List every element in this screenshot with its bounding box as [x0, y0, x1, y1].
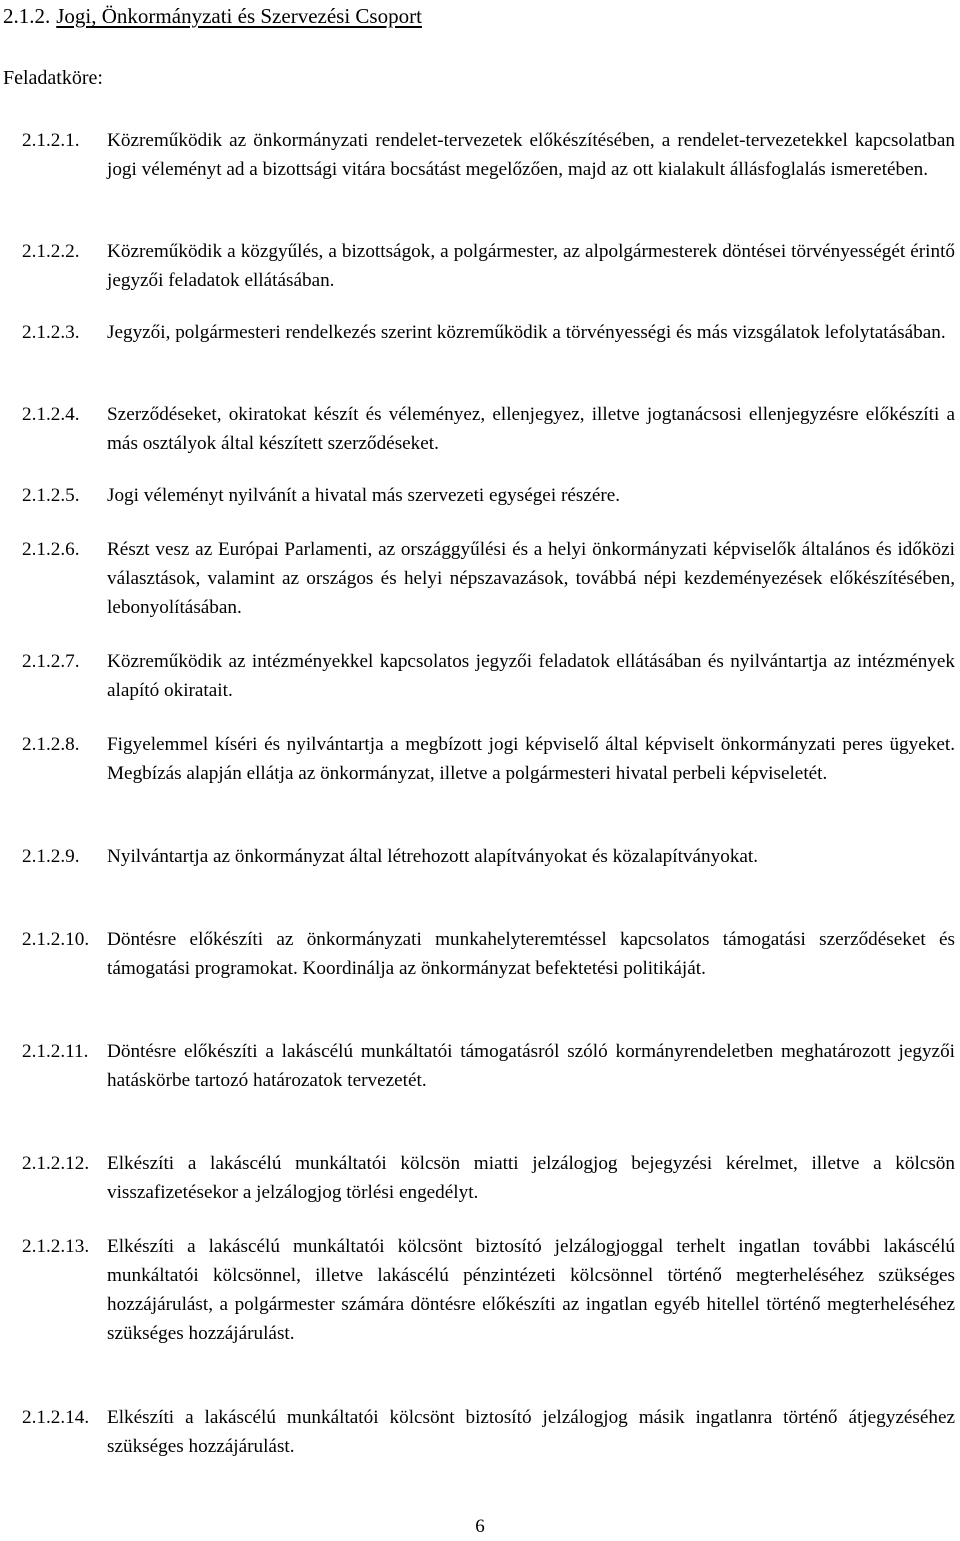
item-text: Szerződéseket, okiratokat készít és véleményez, ellenjegyez, illetve jogtanácsosi ellenjegyzésre előkészíti a más osztályok által készített szerződéseket. [107, 404, 955, 454]
item-number: 2.1.2.7. [22, 651, 80, 672]
item-number: 2.1.2.9. [22, 846, 80, 867]
list-item [22, 400, 955, 458]
item-number: 2.1.2.11. [22, 1041, 89, 1062]
item-text: Közreműködik a közgyűlés, a bizottságok, a polgármester, az alpolgármesterek döntései törvényességét érintő jegyzői feladatok ellátásában. [107, 241, 955, 291]
item-number: 2.1.2.3. [22, 322, 80, 343]
item-text: Nyilvántartja az önkormányzat által létrehozott alapítványokat és közalapítványokat. [107, 846, 759, 867]
item-text: Elkészíti a lakáscélú munkáltatói kölcsönt biztosító jelzálogjoggal terhelt ingatlan további lakáscélú munkáltatói kölcsönnel, illetve lakáscélú pénzintézeti kölcsönnel történő megterheléséhez szükséges hozzájárulást, a polgármester számára döntésre előkészíti az ingatlan egyéb hitellel történő megterheléséhez szükséges hozzájárulást. [107, 1236, 955, 1344]
item-text: Jegyzői, polgármesteri rendelkezés szerint közreműködik a törvényességi és más vizsgálatok lefolytatásában. [107, 322, 946, 343]
item-number: 2.1.2.8. [22, 734, 80, 755]
list-item [22, 730, 955, 788]
page-number: 6 [475, 1516, 485, 1537]
item-text: Elkészíti a lakáscélú munkáltatói kölcsönt biztosító jelzálogjog másik ingatlanra történő átjegyzéséhez szükséges hozzájárulást. [107, 1407, 955, 1457]
item-number: 2.1.2.2. [22, 241, 80, 262]
list-item [22, 1232, 955, 1348]
duties-label: Feladatköre: [3, 67, 103, 89]
item-number: 2.1.2.10. [22, 929, 90, 950]
item-text: Döntésre előkészíti a lakáscélú munkáltatói támogatásról szóló kormányrendeletben meghatározott jegyzői hatáskörbe tartozó határozatok tervezetét. [107, 1041, 955, 1091]
section-number: 2.1.2. [3, 4, 51, 28]
item-number: 2.1.2.1. [22, 130, 80, 151]
list-item [22, 535, 955, 622]
item-text: Figyelemmel kíséri és nyilvántartja a megbízott jogi képviselő által képviselt önkormányzati peres ügyeket. Megbízás alapján ellátja az önkormányzat, illetve a polgármesteri hivatal perbeli képviseletét. [107, 734, 955, 784]
item-text: Jogi véleményt nyilvánít a hivatal más szervezeti egységei részére. [107, 485, 621, 506]
item-number: 2.1.2.6. [22, 539, 80, 560]
list-item [22, 318, 955, 347]
list-item [22, 126, 955, 184]
item-text: Részt vesz az Európai Parlamenti, az országgyűlési és a helyi önkormányzati képviselők általános és időközi választások, valamint az országos és helyi népszavazások, továbbá népi kezdeményezések előkészítésében, lebonyolításában. [107, 539, 955, 618]
list-item [22, 1149, 955, 1207]
item-number: 2.1.2.13. [22, 1236, 90, 1257]
section-title: Jogi, Önkormányzati és Szervezési Csoport [56, 4, 422, 28]
item-number: 2.1.2.4. [22, 404, 80, 425]
section-heading [3, 2, 422, 30]
list-item [22, 647, 955, 705]
list-item [22, 925, 955, 983]
item-text: Döntésre előkészíti az önkormányzati munkahelyteremtéssel kapcsolatos támogatási szerződéseket és támogatási programokat. Koordinálja az önkormányzat befektetési politikáját. [107, 929, 955, 979]
item-text: Elkészíti a lakáscélú munkáltatói kölcsön miatti jelzálogjog bejegyzési kérelmet, illetve a kölcsön visszafizetésekor a jelzálogjog törlési engedélyt. [107, 1153, 955, 1203]
item-number: 2.1.2.14. [22, 1407, 90, 1428]
item-text: Közreműködik az önkormányzati rendelet-tervezetek előkészítésében, a rendelet-tervezetekkel kapcsolatban jogi véleményt ad a bizottsági vitára bocsátást megelőzően, majd az ott kialakult állásfoglalás ismeretében. [107, 130, 955, 180]
item-number: 2.1.2.12. [22, 1153, 90, 1174]
list-item [22, 481, 955, 510]
item-text: Közreműködik az intézményekkel kapcsolatos jegyzői feladatok ellátásában és nyilvántartja az intézmények alapító okiratait. [107, 651, 955, 701]
list-item [22, 1037, 955, 1095]
list-item [22, 237, 955, 295]
list-item [22, 1403, 955, 1461]
item-number: 2.1.2.5. [22, 485, 80, 506]
list-item [22, 842, 955, 871]
